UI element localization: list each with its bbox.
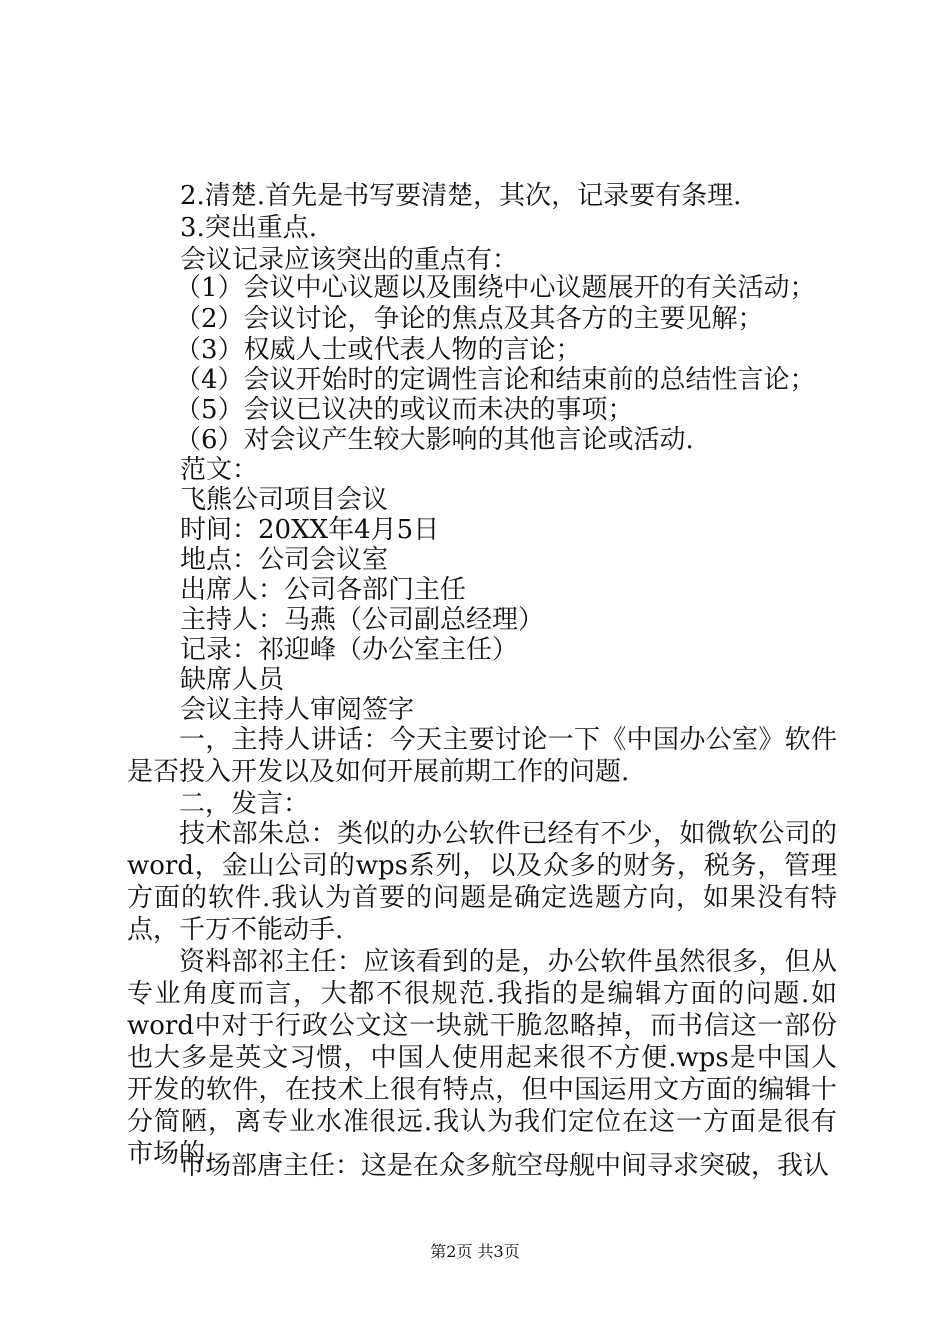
text-line-13: 地点：公司会议室 — [180, 545, 389, 575]
paragraph-host-speech: 一，主持人讲话：今天主要讨论一下《中国办公室》软件是否投入开发以及如何开展前期工作的问题. — [127, 725, 837, 787]
text-line-1: 2.清楚.首先是书写要清楚，其次，记录要有条理. — [180, 181, 742, 211]
paragraph-data-dept: 资料部祁主任：应该看到的是，办公软件虽然很多，但从专业角度而言，大都不很规范.我指的是编辑方面的问题.如word中对于行政公文这一块就干脆忽略掉，而书信这一部份也大多是英文习惯，中国人使用起来很不方便.wps是中国人开发的软件，在技术上很有特点，但中国运用文方面的编辑十分简陋，离专业水准很远.我认为我们定位在这一方面是很有市场的. — [127, 947, 837, 1169]
paragraph-speech-heading: 二，发言： — [179, 789, 310, 819]
text-line-8: （5）会议已议决的或议而未决的事项； — [175, 395, 634, 425]
text-line-17: 缺席人员 — [180, 665, 285, 695]
paragraph-market-dept: 市场部唐主任：这是在众多航空母舰中间寻求突破，我认 — [179, 1151, 830, 1181]
text-line-3: 会议记录应该突出的重点有： — [180, 245, 519, 275]
text-line-7: （4）会议开始时的定调性言论和结束前的总结性言论； — [175, 365, 816, 395]
text-line-11: 飞熊公司项目会议 — [180, 485, 389, 515]
text-line-10: 范文： — [180, 455, 259, 485]
text-line-18: 会议主持人审阅签字 — [180, 695, 415, 725]
text-line-9: （6）对会议产生较大影响的其他言论或活动. — [175, 425, 694, 455]
text-line-14: 出席人：公司各部门主任 — [180, 575, 467, 605]
text-line-16: 记录：祁迎峰（办公室主任） — [180, 635, 519, 665]
text-line-4: （1）会议中心议题以及围绕中心议题展开的有关活动； — [175, 273, 816, 303]
paragraph-tech-dept: 技术部朱总：类似的办公软件已经有不少，如微软公司的word，金山公司的wps系列，以及众多的财务，税务，管理方面的软件.我认为首要的问题是确定选题方向，如果没有特点，千万不能动手. — [127, 819, 837, 945]
text-line-12: 时间：20XX年4月5日 — [180, 515, 440, 545]
page-footer: 第2页 共3页 — [430, 1242, 520, 1261]
text-line-15: 主持人：马燕（公司副总经理） — [180, 605, 545, 635]
text-line-2: 3.突出重点. — [180, 213, 318, 243]
text-line-5: （2）会议讨论，争论的焦点及其各方的主要见解； — [175, 304, 764, 334]
text-line-6: （3）权威人士或代表人物的言论； — [175, 335, 582, 365]
